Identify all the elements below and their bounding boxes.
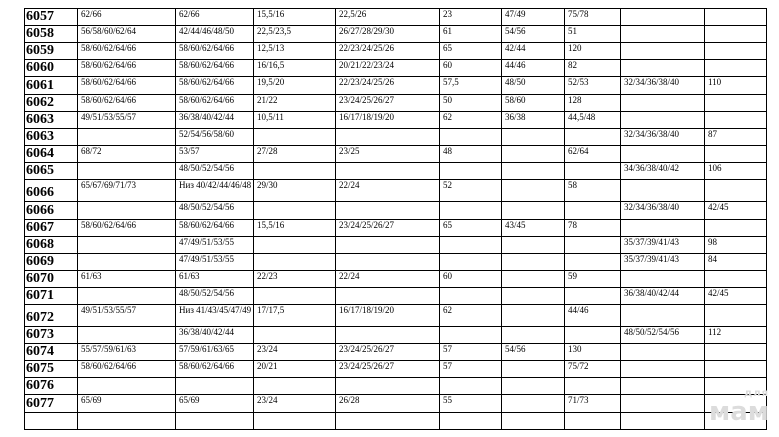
size-cell [440, 129, 502, 146]
size-cell: 128 [565, 95, 621, 112]
size-cell: 52 [440, 180, 502, 202]
size-cell [502, 378, 565, 395]
size-cell [254, 288, 336, 305]
table-row [25, 361, 767, 378]
size-cell: 32/34/36/38/40 [621, 202, 705, 220]
size-cell: 62 [440, 305, 502, 327]
size-cell [705, 271, 767, 288]
size-cell [440, 413, 502, 430]
size-cell [621, 271, 705, 288]
model-number-cell: 6062 [25, 95, 78, 112]
size-cell [502, 254, 565, 271]
table-row [25, 271, 767, 288]
size-cell [621, 112, 705, 129]
size-cell [621, 146, 705, 163]
size-cell [705, 60, 767, 77]
size-cell [621, 344, 705, 361]
size-cell: 98 [705, 237, 767, 254]
size-cell [502, 413, 565, 430]
size-cell: 16/17/18/19/20 [336, 112, 440, 129]
size-cell: 27/28 [254, 146, 336, 163]
size-cell: 52/54/56/58/60 [176, 129, 254, 146]
size-cell [705, 26, 767, 43]
size-cell [254, 163, 336, 180]
size-cell: 12,5/13 [254, 43, 336, 60]
model-number-cell [25, 413, 78, 430]
size-cell: 53/57 [176, 146, 254, 163]
size-cell [78, 202, 176, 220]
table-row [25, 288, 767, 305]
table-row [25, 413, 767, 430]
size-cell [254, 254, 336, 271]
table-row [25, 26, 767, 43]
size-cell [78, 237, 176, 254]
size-cell [705, 220, 767, 237]
size-cell: 44/46 [502, 60, 565, 77]
size-cell: 65 [440, 43, 502, 60]
size-cell: 61/63 [78, 271, 176, 288]
size-cell: 78 [565, 220, 621, 237]
model-number-cell: 6061 [25, 77, 78, 95]
size-cell: 65/69 [176, 395, 254, 413]
table-row [25, 146, 767, 163]
size-cell: 57 [440, 361, 502, 378]
size-cell: 62/66 [176, 9, 254, 26]
size-cell [621, 413, 705, 430]
size-cell: 23/24/25/26/27 [336, 344, 440, 361]
size-cell [621, 26, 705, 43]
size-cell [336, 129, 440, 146]
size-cell [78, 413, 176, 430]
size-cell [502, 202, 565, 220]
size-cell [78, 288, 176, 305]
model-number-cell: 6060 [25, 60, 78, 77]
size-cell: 42/45 [705, 202, 767, 220]
size-cell [565, 327, 621, 344]
size-cell [621, 361, 705, 378]
model-number-cell: 6067 [25, 220, 78, 237]
size-cell [502, 163, 565, 180]
size-cell: 65/67/69/71/73 [78, 180, 176, 202]
size-cell: 57,5 [440, 77, 502, 95]
table-row [25, 77, 767, 95]
size-cell: 58/60/62/64/66 [78, 95, 176, 112]
size-cell: 42/44/46/48/50 [176, 26, 254, 43]
size-cell [705, 9, 767, 26]
size-cell [565, 378, 621, 395]
size-cell: 16/17/18/19/20 [336, 305, 440, 327]
size-cell [440, 327, 502, 344]
size-cell: 23/24/25/26/27 [336, 95, 440, 112]
size-cell: 32/34/36/38/40 [621, 77, 705, 95]
size-cell: 23 [440, 9, 502, 26]
model-number-cell: 6068 [25, 237, 78, 254]
size-cell: 47/49 [502, 9, 565, 26]
size-cell [565, 163, 621, 180]
size-cell [78, 378, 176, 395]
size-cell [336, 163, 440, 180]
size-cell: Низ 41/43/45/47/49 [176, 305, 254, 327]
size-cell: 130 [565, 344, 621, 361]
size-cell: 71/73 [565, 395, 621, 413]
table-row [25, 60, 767, 77]
size-cell: 22/24 [336, 271, 440, 288]
size-cell: 22/23/24/25/26 [336, 43, 440, 60]
size-cell [621, 180, 705, 202]
size-cell: 43/45 [502, 220, 565, 237]
size-cell [336, 288, 440, 305]
size-cell [621, 9, 705, 26]
size-cell [440, 202, 502, 220]
table-row [25, 180, 767, 202]
size-cell: 59 [565, 271, 621, 288]
size-table [24, 8, 767, 430]
size-cell: 58/60 [502, 95, 565, 112]
table-row [25, 163, 767, 180]
size-cell [565, 254, 621, 271]
size-cell [565, 237, 621, 254]
size-cell: 48/50/52/54/56 [176, 288, 254, 305]
size-cell [502, 146, 565, 163]
size-cell [705, 344, 767, 361]
size-cell [705, 361, 767, 378]
model-number-cell: 6058 [25, 26, 78, 43]
size-cell: 57 [440, 344, 502, 361]
size-cell: 68/72 [78, 146, 176, 163]
size-cell: 65/69 [78, 395, 176, 413]
size-cell: 60 [440, 271, 502, 288]
table-row [25, 254, 767, 271]
model-number-cell: 6059 [25, 43, 78, 60]
model-number-cell: 6077 [25, 395, 78, 413]
size-cell: 106 [705, 163, 767, 180]
size-cell [336, 327, 440, 344]
size-cell: 29/30 [254, 180, 336, 202]
size-cell [336, 378, 440, 395]
watermark-bottom-text: мам [708, 397, 769, 427]
size-cell [621, 60, 705, 77]
size-cell [336, 254, 440, 271]
table-body [25, 9, 767, 430]
size-cell [502, 395, 565, 413]
size-cell: 75/72 [565, 361, 621, 378]
size-cell [336, 413, 440, 430]
size-cell: 58/60/62/64/66 [78, 43, 176, 60]
size-cell: 17/17,5 [254, 305, 336, 327]
size-cell: 58/60/62/64/66 [78, 361, 176, 378]
size-cell [705, 112, 767, 129]
size-cell [254, 413, 336, 430]
size-cell: 44,5/48 [565, 112, 621, 129]
size-cell: 61 [440, 26, 502, 43]
size-cell [621, 43, 705, 60]
size-cell [705, 180, 767, 202]
size-cell: 22/24 [336, 180, 440, 202]
model-number-cell: 6063 [25, 112, 78, 129]
size-cell: Низ 40/42/44/46/48 [176, 180, 254, 202]
model-number-cell: 6073 [25, 327, 78, 344]
size-cell [336, 237, 440, 254]
size-cell: 36/38/40/42/44 [176, 112, 254, 129]
size-cell: 20/21/22/23/24 [336, 60, 440, 77]
size-cell: 62/64 [565, 146, 621, 163]
model-number-cell: 6065 [25, 163, 78, 180]
model-number-cell: 6070 [25, 271, 78, 288]
size-cell [78, 327, 176, 344]
size-cell: 49/51/53/55/57 [78, 112, 176, 129]
size-cell [440, 378, 502, 395]
size-cell [336, 202, 440, 220]
size-cell: 48 [440, 146, 502, 163]
size-cell [176, 413, 254, 430]
table-row [25, 327, 767, 344]
size-cell: 57/59/61/63/65 [176, 344, 254, 361]
size-cell [502, 237, 565, 254]
size-cell: 55/57/59/61/63 [78, 344, 176, 361]
model-number-cell: 6057 [25, 9, 78, 26]
size-cell [502, 305, 565, 327]
size-cell: 36/38/40/42/44 [176, 327, 254, 344]
table-row [25, 395, 767, 413]
model-number-cell: 6076 [25, 378, 78, 395]
size-cell: 22/23 [254, 271, 336, 288]
size-cell: 55 [440, 395, 502, 413]
table-row [25, 43, 767, 60]
table-row [25, 305, 767, 327]
size-cell: 58/60/62/64/66 [176, 60, 254, 77]
size-cell: 36/38 [502, 112, 565, 129]
size-cell [705, 305, 767, 327]
size-cell: 58 [565, 180, 621, 202]
size-cell [254, 327, 336, 344]
size-cell: 62/66 [78, 9, 176, 26]
size-cell [254, 237, 336, 254]
table-row [25, 129, 767, 146]
size-cell [565, 129, 621, 146]
size-cell [565, 202, 621, 220]
size-cell: 54/56 [502, 344, 565, 361]
size-cell: 120 [565, 43, 621, 60]
size-cell [565, 288, 621, 305]
size-cell: 47/49/51/53/55 [176, 237, 254, 254]
size-cell: 15,5/16 [254, 9, 336, 26]
size-cell [502, 180, 565, 202]
table-row [25, 344, 767, 361]
size-cell: 60 [440, 60, 502, 77]
table-row [25, 95, 767, 112]
size-cell [502, 327, 565, 344]
size-cell [621, 378, 705, 395]
size-cell [254, 202, 336, 220]
size-cell: 23/24 [254, 344, 336, 361]
model-number-cell: 6071 [25, 288, 78, 305]
table-row [25, 202, 767, 220]
size-cell: 42/44 [502, 43, 565, 60]
size-cell: 16/16,5 [254, 60, 336, 77]
size-cell: 58/60/62/64/66 [176, 361, 254, 378]
size-cell: 58/60/62/64/66 [78, 220, 176, 237]
size-cell: 58/60/62/64/66 [78, 77, 176, 95]
size-cell [705, 95, 767, 112]
size-cell: 35/37/39/41/43 [621, 237, 705, 254]
table-row [25, 9, 767, 26]
size-cell [254, 378, 336, 395]
model-number-cell: 6066 [25, 202, 78, 220]
size-cell [440, 163, 502, 180]
size-cell [502, 129, 565, 146]
size-cell: 10,5/11 [254, 112, 336, 129]
size-cell: 48/50 [502, 77, 565, 95]
size-cell [440, 254, 502, 271]
size-cell: 15,5/16 [254, 220, 336, 237]
size-cell: 35/37/39/41/43 [621, 254, 705, 271]
size-cell [440, 288, 502, 305]
size-cell: 87 [705, 129, 767, 146]
size-cell: 21/22 [254, 95, 336, 112]
model-number-cell: 6063 [25, 129, 78, 146]
size-cell [502, 361, 565, 378]
watermark-top-text: для [744, 388, 769, 399]
size-cell [502, 271, 565, 288]
size-cell: 34/36/38/40/42 [621, 163, 705, 180]
size-cell: 58/60/62/64/66 [78, 60, 176, 77]
size-cell: 84 [705, 254, 767, 271]
table-row [25, 220, 767, 237]
size-cell [502, 288, 565, 305]
size-cell [565, 413, 621, 430]
watermark-logo [709, 389, 769, 425]
size-cell: 32/34/36/38/40 [621, 129, 705, 146]
size-cell: 48/50/52/54/56 [176, 163, 254, 180]
size-cell [621, 220, 705, 237]
size-cell: 22/23/24/25/26 [336, 77, 440, 95]
size-cell: 52/53 [565, 77, 621, 95]
size-cell: 62 [440, 112, 502, 129]
model-number-cell: 6064 [25, 146, 78, 163]
model-number-cell: 6075 [25, 361, 78, 378]
size-cell [705, 146, 767, 163]
size-cell: 48/50/52/54/56 [176, 202, 254, 220]
size-cell: 42/45 [705, 288, 767, 305]
size-cell [621, 305, 705, 327]
size-cell: 54/56 [502, 26, 565, 43]
size-cell: 50 [440, 95, 502, 112]
size-cell [176, 378, 254, 395]
size-cell: 112 [705, 327, 767, 344]
table-row [25, 112, 767, 129]
size-cell [78, 163, 176, 180]
size-cell: 20/21 [254, 361, 336, 378]
size-cell: 23/25 [336, 146, 440, 163]
size-cell: 49/51/53/55/57 [78, 305, 176, 327]
size-cell: 36/38/40/42/44 [621, 288, 705, 305]
size-cell: 75/78 [565, 9, 621, 26]
size-cell: 23/24/25/26/27 [336, 361, 440, 378]
size-cell: 58/60/62/64/66 [176, 43, 254, 60]
table-row [25, 378, 767, 395]
model-number-cell: 6072 [25, 305, 78, 327]
size-cell: 58/60/62/64/66 [176, 77, 254, 95]
size-cell [254, 129, 336, 146]
size-cell: 82 [565, 60, 621, 77]
size-cell: 51 [565, 26, 621, 43]
size-cell [621, 95, 705, 112]
size-cell: 44/46 [565, 305, 621, 327]
model-number-cell: 6066 [25, 180, 78, 202]
model-number-cell: 6069 [25, 254, 78, 271]
size-cell: 65 [440, 220, 502, 237]
size-cell: 26/27/28/29/30 [336, 26, 440, 43]
model-number-cell: 6074 [25, 344, 78, 361]
size-cell: 48/50/52/54/56 [621, 327, 705, 344]
size-cell: 22,5/23,5 [254, 26, 336, 43]
size-cell: 47/49/51/53/55 [176, 254, 254, 271]
size-cell [705, 43, 767, 60]
size-cell: 23/24 [254, 395, 336, 413]
size-cell: 56/58/60/62/64 [78, 26, 176, 43]
size-cell [440, 237, 502, 254]
size-cell: 23/24/25/26/27 [336, 220, 440, 237]
size-cell: 58/60/62/64/66 [176, 95, 254, 112]
table-row [25, 237, 767, 254]
size-cell [78, 254, 176, 271]
size-cell [621, 395, 705, 413]
size-cell: 61/63 [176, 271, 254, 288]
size-cell: 26/28 [336, 395, 440, 413]
size-cell: 22,5/26 [336, 9, 440, 26]
size-cell: 110 [705, 77, 767, 95]
size-cell: 19,5/20 [254, 77, 336, 95]
size-cell: 58/60/62/64/66 [176, 220, 254, 237]
size-cell [78, 129, 176, 146]
